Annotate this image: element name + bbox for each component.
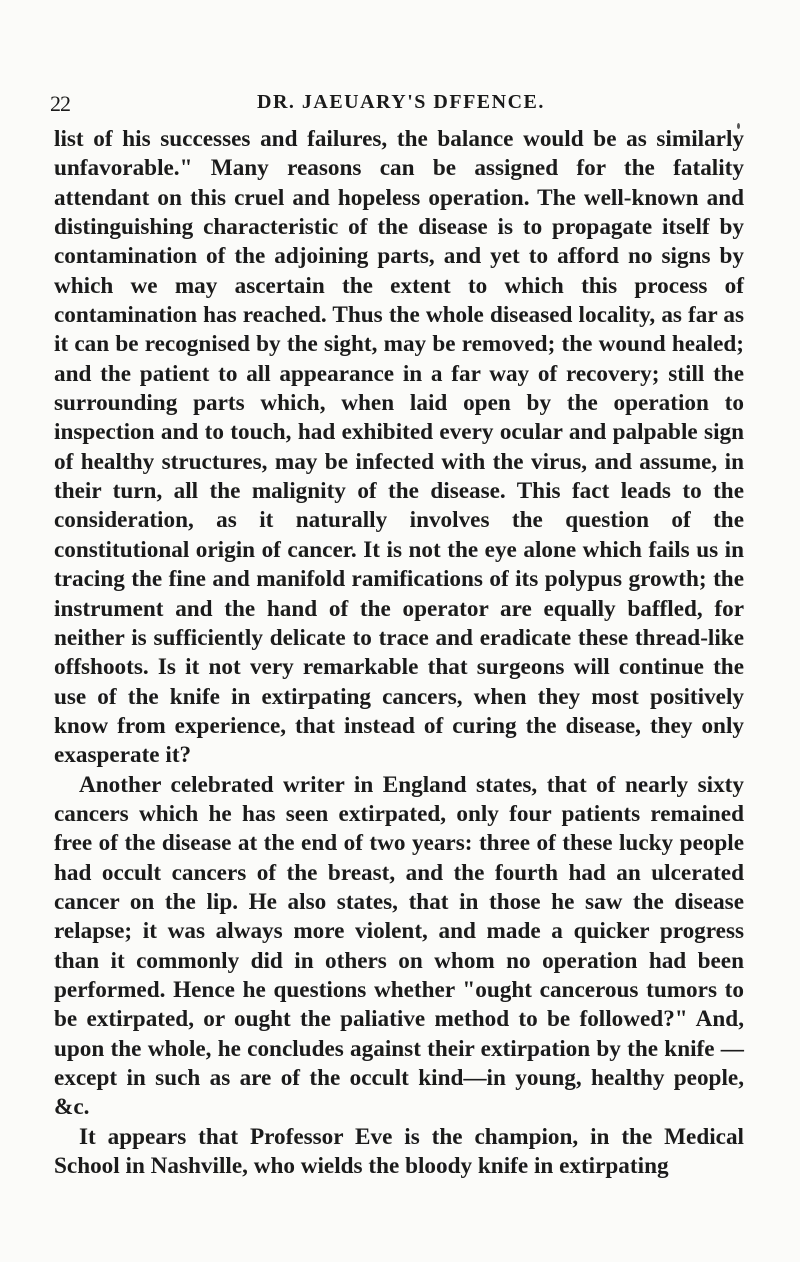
paragraph-professor-eve: It appears that Professor Eve is the champion, in the Medical School in Nashville, who wields the bloody knife in extirpating xyxy=(54,1123,744,1180)
running-title: DR. JAEUARY'S DFFENCE. xyxy=(257,91,545,113)
paragraph-england-writer: Another celebrated writer in England states, that of nearly sixty cancers which he has seen extirpated, only four patients remained free of the disease at the end of two years: three of these lucky people had occult cancers of the breast, and the fourth had an ulcerated cancer on the lip. He also states, that in those he saw the disease relapse; it was always more violent, and made a quicker progress than it commonly did in others on whom no operation had been performed. Hence he questions whether "ought cancerous tumors to be extirpated, or ought the paliative method to be followed?" And, upon the whole, he concludes against their extirpation by the knife —except in such as are of the occult kind—in young, healthy people, &c. xyxy=(54,771,744,1121)
body-text xyxy=(54,125,744,1181)
paragraph-continued: list of his successes and failures, the balance would be as similarly unfavorable." Many reasons can be assigned for the fatality attendant on this cruel and hopeless operation. The well-known and distinguishing characteristic of the disease is to propagate itself by contamination of the adjoining parts, and yet to afford no signs by which we may ascertain the extent to which this process of contamination has reached. Thus the whole diseased locality, as far as it can be recognised by the sight, may be removed; the wound healed; and the patient to all appearance in a far way of recovery; still the surrounding parts which, when laid open by the operation to inspection and to touch, had exhibited every ocular and palpable sign of healthy structures, may be infected with the virus, and assume, in their turn, all the malignity of the disease. This fact leads to the consideration, as it naturally involves the question of the constitutional origin of cancer. It is not the eye alone which fails us in tracing the fine and manifold ramifications of its polypus growth; the instrument and the hand of the operator are equally baffled, for neither is sufficiently delicate to trace and eradicate these thread-like offshoots. Is it not very remarkable that surgeons will continue the use of the knife in extirpating cancers, when they most positively know from experience, that instead of curing the disease, they only exasperate it? xyxy=(54,126,744,769)
running-head xyxy=(50,91,750,115)
page-number: 22 xyxy=(50,91,70,116)
